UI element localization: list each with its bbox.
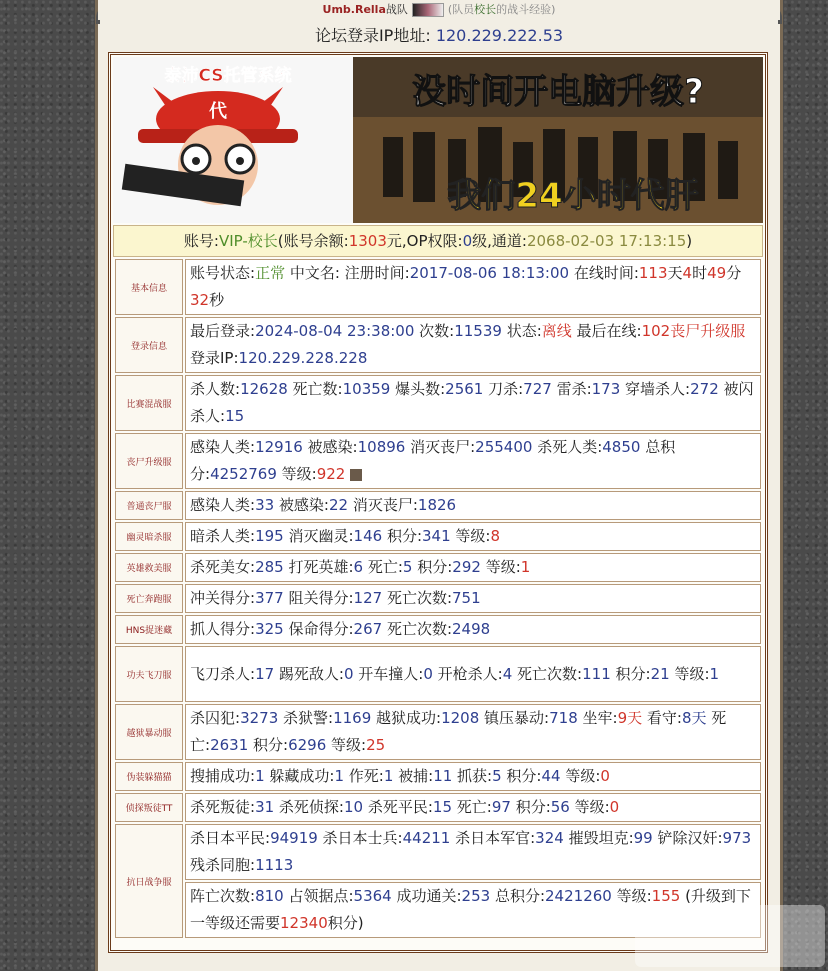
stats-frame: [108, 52, 768, 953]
category-basic: 基本信息: [115, 259, 183, 315]
account-name: VIP-校长: [218, 232, 278, 250]
category-hns: HNS捉迷藏: [115, 615, 183, 644]
category-kungfu: 功夫飞刀服: [115, 646, 183, 702]
kungfu-stats: 飞刀杀人:17 踢死敌人:0 开车撞人:0 开枪杀人:4 死亡次数:111 积分:21 等级:1: [185, 646, 761, 702]
ad-banner[interactable]: [113, 57, 763, 223]
login-ip-label: 论坛登录IP地址:: [314, 26, 431, 45]
main-panel: [95, 0, 783, 971]
table-row: [115, 584, 761, 613]
team-suffix: 战队: [385, 3, 408, 16]
category-login: 登录信息: [115, 317, 183, 373]
level-rank-icon: [350, 469, 362, 481]
table-row: [115, 762, 761, 791]
table-row: [115, 793, 761, 822]
banner-subline: 我们24小时代肝: [447, 176, 699, 216]
war-stats-progress: 阵亡次数:810 占领据点:5364 成功通关:253 总积分:2421260 等级:155 (升级到下一等级还需要12340积分): [185, 882, 761, 938]
login-ip-line: [98, 22, 780, 50]
category-zombie-normal: 普通丧尸服: [115, 491, 183, 520]
hns-stats: 抓人得分:325 保命得分:267 死亡次数:2498: [185, 615, 761, 644]
table-row: [115, 824, 761, 880]
table-row: [115, 433, 761, 489]
category-ghost: 幽灵暗杀服: [115, 522, 183, 551]
category-war: 抗日战争服: [115, 824, 183, 938]
svg-text:代: 代: [209, 101, 227, 122]
ghost-stats: 暗杀人类:195 消灭幽灵:146 积分:341 等级:8: [185, 522, 761, 551]
detective-stats: 杀死叛徒:31 杀死侦探:10 杀死平民:15 死亡:97 积分:56 等级:0: [185, 793, 761, 822]
category-match: 比赛混战服: [115, 375, 183, 431]
prop-stats: 搜捕成功:1 躲藏成功:1 作死:1 被捕:11 抓获:5 积分:44 等级:0: [185, 762, 761, 791]
table-row: [115, 375, 761, 431]
op-level: 0: [462, 232, 473, 250]
note-highlight: 校长: [474, 3, 497, 16]
channel-date: 2068-02-03 17:13:15: [526, 232, 687, 250]
hero-stats: 杀死美女:285 打死英雄:6 死亡:5 积分:292 等级:1: [185, 553, 761, 582]
category-prop: 伪装躲猫猫: [115, 762, 183, 791]
table-row: [115, 317, 761, 373]
team-avatar: [412, 3, 444, 17]
login-ip-value: 120.229.222.53: [435, 26, 564, 45]
table-row: [115, 646, 761, 702]
basic-info: 账号状态:正常 中文名: 注册时间:2017-08-06 18:13:00 在线时间:113天4时49分32秒: [185, 259, 761, 315]
table-row: [115, 553, 761, 582]
login-info: 最后登录:2024-08-04 23:38:00 次数:11539 状态:离线 最后在线:102丧尸升级服 登录IP:120.229.228.228: [185, 317, 761, 373]
table-row: [115, 491, 761, 520]
category-death-run: 死亡奔跑服: [115, 584, 183, 613]
table-row: [115, 259, 761, 315]
match-stats: 杀人数:12628 死亡数:10359 爆头数:2561 刀杀:727 雷杀:173 穿墙杀人:272 被闪杀人:15: [185, 375, 761, 431]
team-note: (队员校长的战斗经验): [447, 3, 556, 16]
zombie-normal-stats: 感染人类:33 被感染:22 消灭丧尸:1826: [185, 491, 761, 520]
jailbreak-stats: 杀囚犯:3273 杀狱警:1169 越狱成功:1208 镇压暴动:718 坐牢:9天 看守:8天 死亡:2631 积分:6296 等级:25: [185, 704, 761, 760]
stats-table: [113, 257, 763, 940]
table-row: [115, 522, 761, 551]
death-run-stats: 冲关得分:377 阻关得分:127 死亡次数:751: [185, 584, 761, 613]
category-hero: 英雄救美服: [115, 553, 183, 582]
category-zombie-up: 丧尸升级服: [115, 433, 183, 489]
team-bar: [98, 0, 780, 20]
category-jailbreak: 越狱暴动服: [115, 704, 183, 760]
war-stats-kills: 杀日本平民:94919 杀日本士兵:44211 杀日本军官:324 摧毁坦克:99 铲除汉奸:973 残杀同胞:1113: [185, 824, 761, 880]
table-row: [115, 704, 761, 760]
banner-headline: 没时间开电脑升级?: [412, 72, 704, 112]
zombie-up-stats: 感染人类:12916 被感染:10896 消灭丧尸:255400 杀死人类:4850 总积分:4252769 等级:922: [185, 433, 761, 489]
category-detective: 侦探叛徒TT: [115, 793, 183, 822]
account-bar: 账号:VIP-校长(账号余额:1303元,OP权限:0级,通道:2068-02-03 17:13:15): [113, 225, 763, 257]
player-nickname[interactable]: Umb.Rella: [322, 3, 386, 16]
site-watermark: [635, 905, 825, 967]
banner-brand: 泰沛CS托管系统: [164, 66, 292, 86]
account-balance: 1303: [348, 232, 387, 250]
table-row: [115, 615, 761, 644]
